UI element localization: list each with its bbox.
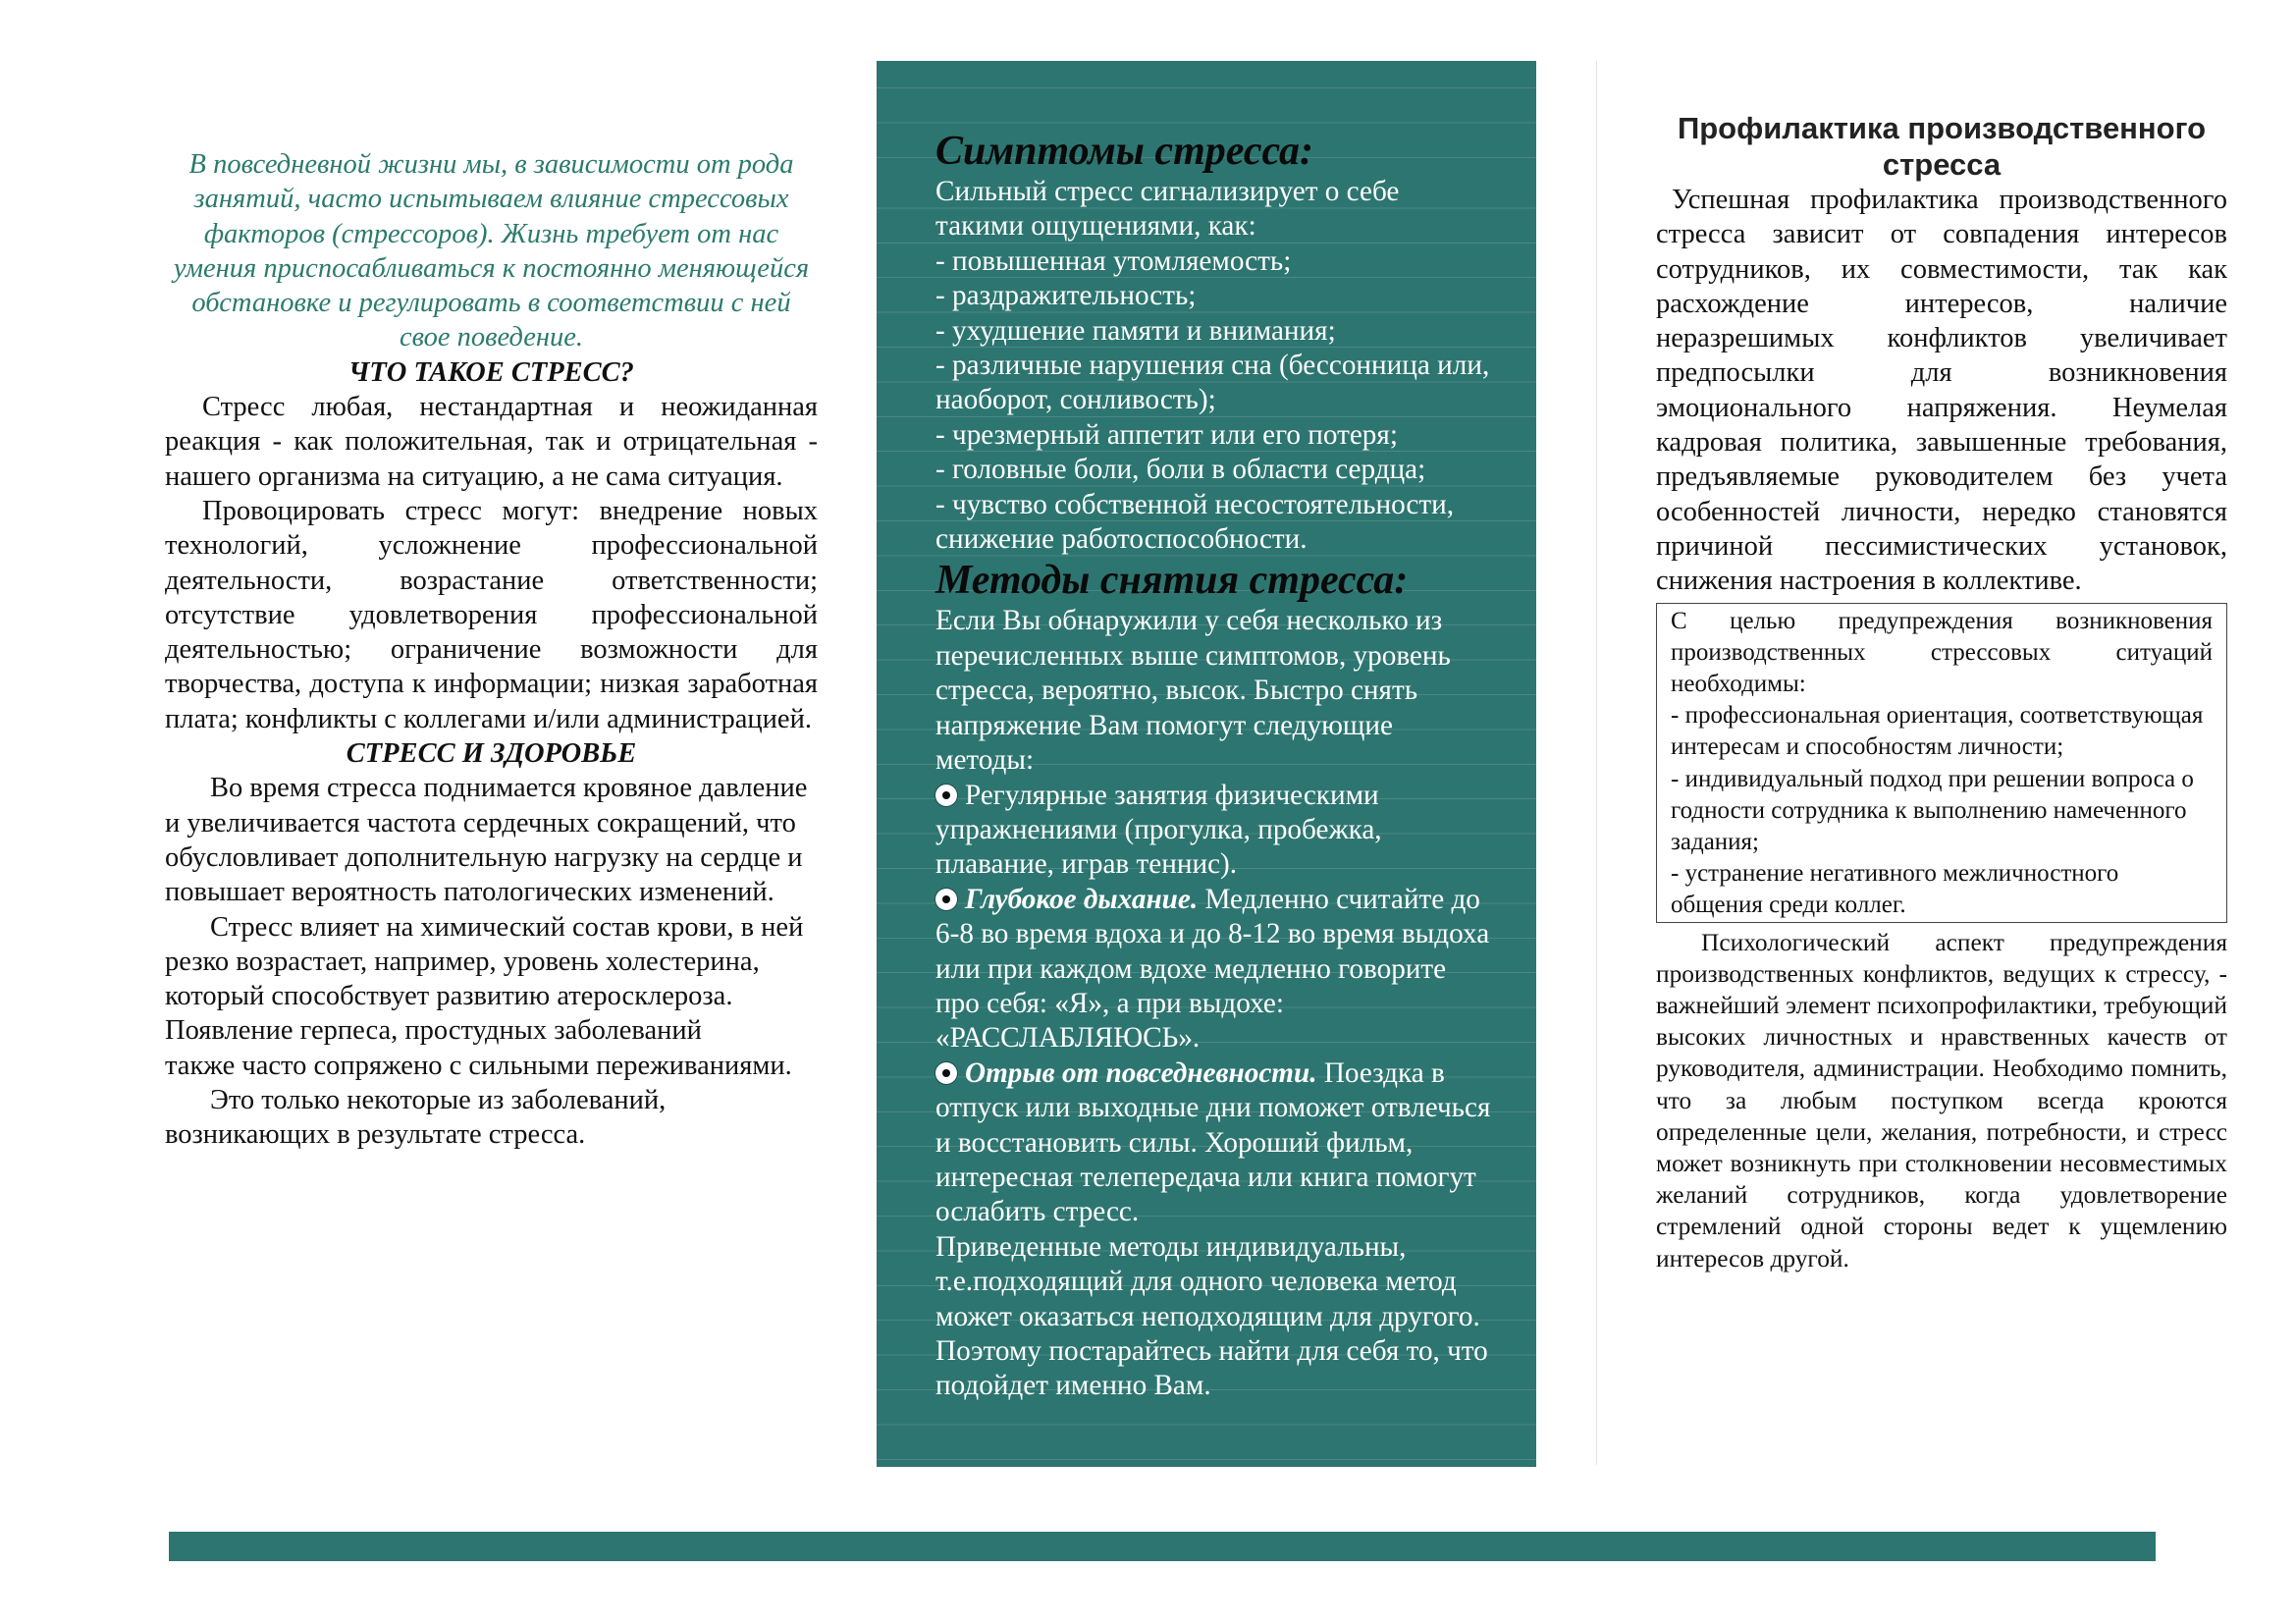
symptom-item: - раздражительность; — [935, 280, 1197, 312]
bullet-icon — [935, 1062, 957, 1084]
symptom-item: - различные нарушения сна (бессонница или, наоборот, сонливость); — [935, 350, 1490, 416]
box-item: - устранение негативного межличностного общения среди коллег. — [1671, 860, 2119, 919]
health-paragraph-2-continued: также часто сопряжено с сильными переживаниями. — [165, 1050, 792, 1081]
bottom-decorative-bar — [169, 1532, 2156, 1561]
health-paragraph-1: Во время стресса поднимается кровяное давление и увеличивается частота сердечных сокращений, что обусловливает дополнительную нагрузку на сердце и повышает вероятность патологических изменений. — [165, 773, 808, 908]
method-3-text: Поездка в отпуск или выходные дни поможет отвлечься и восстановить силы. Хороший фильм, интересная телепередача или книга помогут ослабить стресс. — [935, 1056, 1491, 1228]
stress-causes-paragraph: Провоцировать стресс могут: внедрение новых технологий, усложнение профессиональной деятельности, возрастание ответственности; отсутствие удовлетворения профессиональной деятельностью; ограничение возможности для творчества, доступа к информации; низкая заработная плата; конфликты с коллегами и/или администрацией. — [165, 495, 818, 734]
bullet-icon — [935, 889, 957, 910]
bullet-icon — [935, 785, 957, 806]
symptoms-list — [935, 244, 1491, 558]
symptoms-heading: Симптомы стресса: — [935, 129, 1314, 174]
symptom-item: - чрезмерный аппетит или его потеря; — [935, 418, 1398, 451]
symptom-item: - головные боли, боли в области сердца; — [935, 454, 1426, 486]
box-item: - индивидуальный подход при решении вопроса о годности сотрудника к выполнению намеченного задания; — [1671, 765, 2194, 855]
box-intro: С целью предупреждения возникновения производственных стрессовых ситуаций необходимы: — [1671, 607, 2213, 697]
method-2-text: Медленно считайте до 6-8 во время вдоха и до 8-12 во время выдоха или при каждом вдохе медленно говорите про себя: «Я», а при выдохе: «РАССЛАБЛЯЮСЬ». — [935, 883, 1490, 1055]
symptom-item: - чувство собственной несостоятельности, снижение работоспособности. — [935, 488, 1455, 556]
heading-stress-and-health: СТРЕСС И ЗДОРОВЬЕ — [346, 738, 637, 770]
methods-heading: Методы снятия стресса: — [935, 558, 1409, 604]
methods-closing: Приведенные методы индивидуальны, т.е.подходящий для одного человека метод может оказаться неподходящим для другого. Поэтому постарайтесь найти для себя то, что подойдет именно Вам. — [935, 1230, 1488, 1402]
left-column — [165, 147, 818, 1153]
symptom-item: - повышенная утомляемость; — [935, 244, 1292, 277]
heading-what-is-stress: ЧТО ТАКОЕ СТРЕСС? — [348, 356, 634, 388]
symptom-item: - ухудшение памяти и внимания; — [935, 314, 1336, 347]
middle-panel — [877, 61, 1536, 1467]
symptoms-intro: Сильный стресс сигнализирует о себе такими ощущениями, как: — [935, 176, 1400, 243]
health-paragraph-3: Это только некоторые из заболеваний, возникающих в результате стресса. — [165, 1085, 667, 1151]
right-column — [1656, 110, 2227, 1274]
prevention-paragraph: Успешная профилактика производственного стресса зависит от совпадения интересов сотрудников, их совместимости, так как расхождение интересов, наличие неразрешимых конфликтов увеличивает предпосылки для возникновения эмоционального напряжения. Неумелая кадровая политика, завышенные требования, предъявляемые руководителем без учета особенностей личности, нередко становятся причиной пессимистических установок, снижения настроения в коллективе. — [1656, 185, 2227, 597]
psychological-aspect-paragraph: Психологический аспект предупреждения производственных конфликтов, ведущих к стрессу, - важнейший элемент психопрофилактики, требующий высоких личностных и нравственных качеств от руководителя, администрации. Необходимо помнить, что за любым поступком всегда кроются определенные цели, желания, потребности, и стресс может возникнуть при столкновении несовместимых желаний сотрудников, когда удовлетворение стремлений одной стороны ведет к ущемлению интересов другой. — [1656, 928, 2227, 1272]
method-3-title: Отрыв от повседневности. — [965, 1056, 1317, 1089]
method-item-2 — [935, 883, 1491, 1056]
intro-text: В повседневной жизни мы, в зависимости от рода занятий, часто испытываем влияние стрессовых факторов (стрессоров). Жизнь требует от нас умения приспосабливаться к постоянно меняющейся обстановке и регулировать в соответствии с ней свое поведение. — [173, 149, 810, 353]
method-item-1 — [935, 779, 1491, 883]
column-divider — [1596, 61, 1597, 1465]
box-item: - профессиональная ориентация, соответствующая интересам и способностям личности; — [1671, 702, 2204, 761]
method-2-title: Глубокое дыхание. — [965, 883, 1199, 915]
health-paragraph-2: Стресс влияет на химический состав крови, в ней резко возрастает, например, уровень холестерина, который способствует развитию атеросклероза. Появление герпеса, простудных заболеваний — [165, 911, 804, 1047]
method-item-3 — [935, 1056, 1491, 1230]
methods-intro: Если Вы обнаружили у себя несколько из перечисленных выше симптомов, уровень стресса, вероятно, высок. Быстро снять напряжение Вам помогут следующие методы: — [935, 605, 1451, 777]
stress-definition-paragraph: Стресс любая, нестандартная и неожиданная реакция - как положительная, так и отрицательная - нашего организма на ситуацию, а не сама ситуация. — [165, 392, 818, 492]
prevention-title: Профилактика производственного стресса — [1677, 111, 2207, 182]
prevention-measures-box — [1656, 603, 2227, 923]
method-1-text: Регулярные занятия физическими упражнениями (прогулка, пробежка, плавание, играв теннис). — [935, 779, 1382, 881]
